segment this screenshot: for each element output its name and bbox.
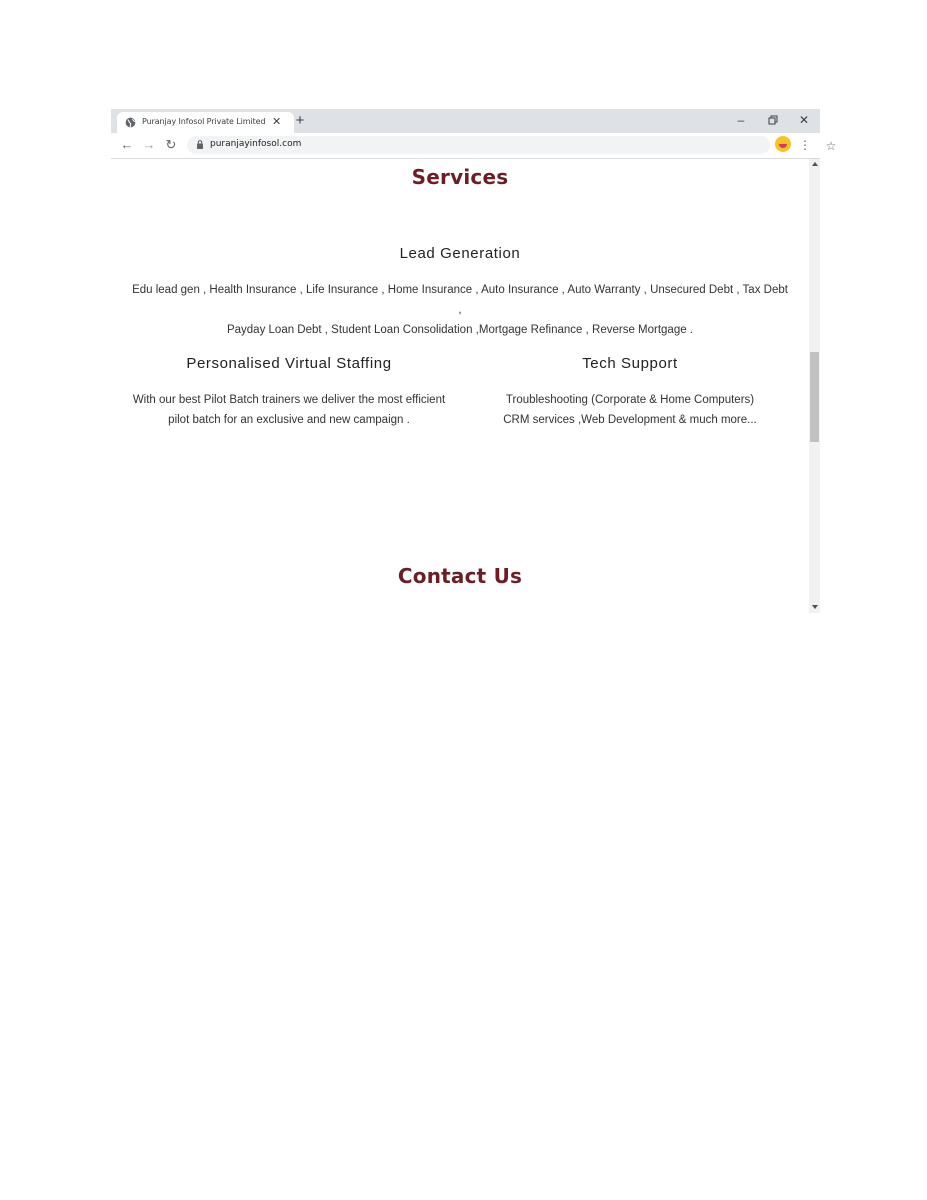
scroll-down-arrow-icon[interactable] xyxy=(812,605,818,609)
vertical-scrollbar[interactable] xyxy=(809,159,820,613)
scrollbar-thumb[interactable] xyxy=(810,352,819,442)
page-viewport xyxy=(111,159,809,613)
tab-title: Puranjay Infosol Private Limited xyxy=(142,117,266,126)
scroll-up-arrow-icon[interactable] xyxy=(812,162,818,166)
profile-avatar[interactable] xyxy=(775,136,791,152)
window-close-icon[interactable]: ✕ xyxy=(798,113,810,127)
menu-dots-icon[interactable]: ⋮ xyxy=(799,138,811,152)
plus-icon[interactable]: + xyxy=(295,112,305,129)
tech-support-title: Tech Support xyxy=(582,355,678,372)
restore-icon[interactable] xyxy=(762,112,784,128)
staffing-text xyxy=(125,390,453,430)
lead-generation-text xyxy=(131,280,789,340)
tab-puranjay[interactable] xyxy=(117,112,294,133)
close-icon[interactable]: ✕ xyxy=(272,116,282,128)
arrow-right-icon[interactable]: → xyxy=(142,137,156,152)
staffing-line-1: With our best Pilot Batch trainers we deliver the most efficient xyxy=(132,394,446,406)
browser-toolbar xyxy=(111,133,837,159)
lead-generation-title: Lead Generation xyxy=(399,245,521,262)
tab-strip xyxy=(111,109,820,133)
globe-icon xyxy=(125,117,136,128)
services-heading: Services xyxy=(411,165,509,189)
lead-line-2: Payday Loan Debt , Student Loan Consolidation ,Mortgage Refinance , Reverse Mortgage . xyxy=(226,324,694,336)
contact-heading: Contact Us xyxy=(397,564,523,588)
lead-line-1: Edu lead gen , Health Insurance , Life Insurance , Home Insurance , Auto Insurance , Auto Warranty , Unsecured Debt , Tax Debt , xyxy=(132,284,788,316)
staffing-title: Personalised Virtual Staffing xyxy=(186,355,392,372)
tech-line-2: CRM services ,Web Development & much more... xyxy=(503,414,757,426)
url-text: puranjayinfosol.com xyxy=(210,139,302,149)
lock-icon xyxy=(197,140,203,149)
tech-line-1: Troubleshooting (Corporate & Home Computers) xyxy=(505,394,755,406)
browser-window xyxy=(111,109,837,613)
arrow-left-icon[interactable]: ← xyxy=(120,137,134,152)
reload-icon[interactable]: ↻ xyxy=(165,137,177,152)
address-bar[interactable] xyxy=(187,136,837,154)
minimize-icon[interactable]: – xyxy=(737,113,745,127)
tech-support-text xyxy=(480,390,780,430)
staffing-line-2: pilot batch for an exclusive and new campaign . xyxy=(168,414,410,426)
star-icon[interactable]: ☆ xyxy=(825,139,837,153)
